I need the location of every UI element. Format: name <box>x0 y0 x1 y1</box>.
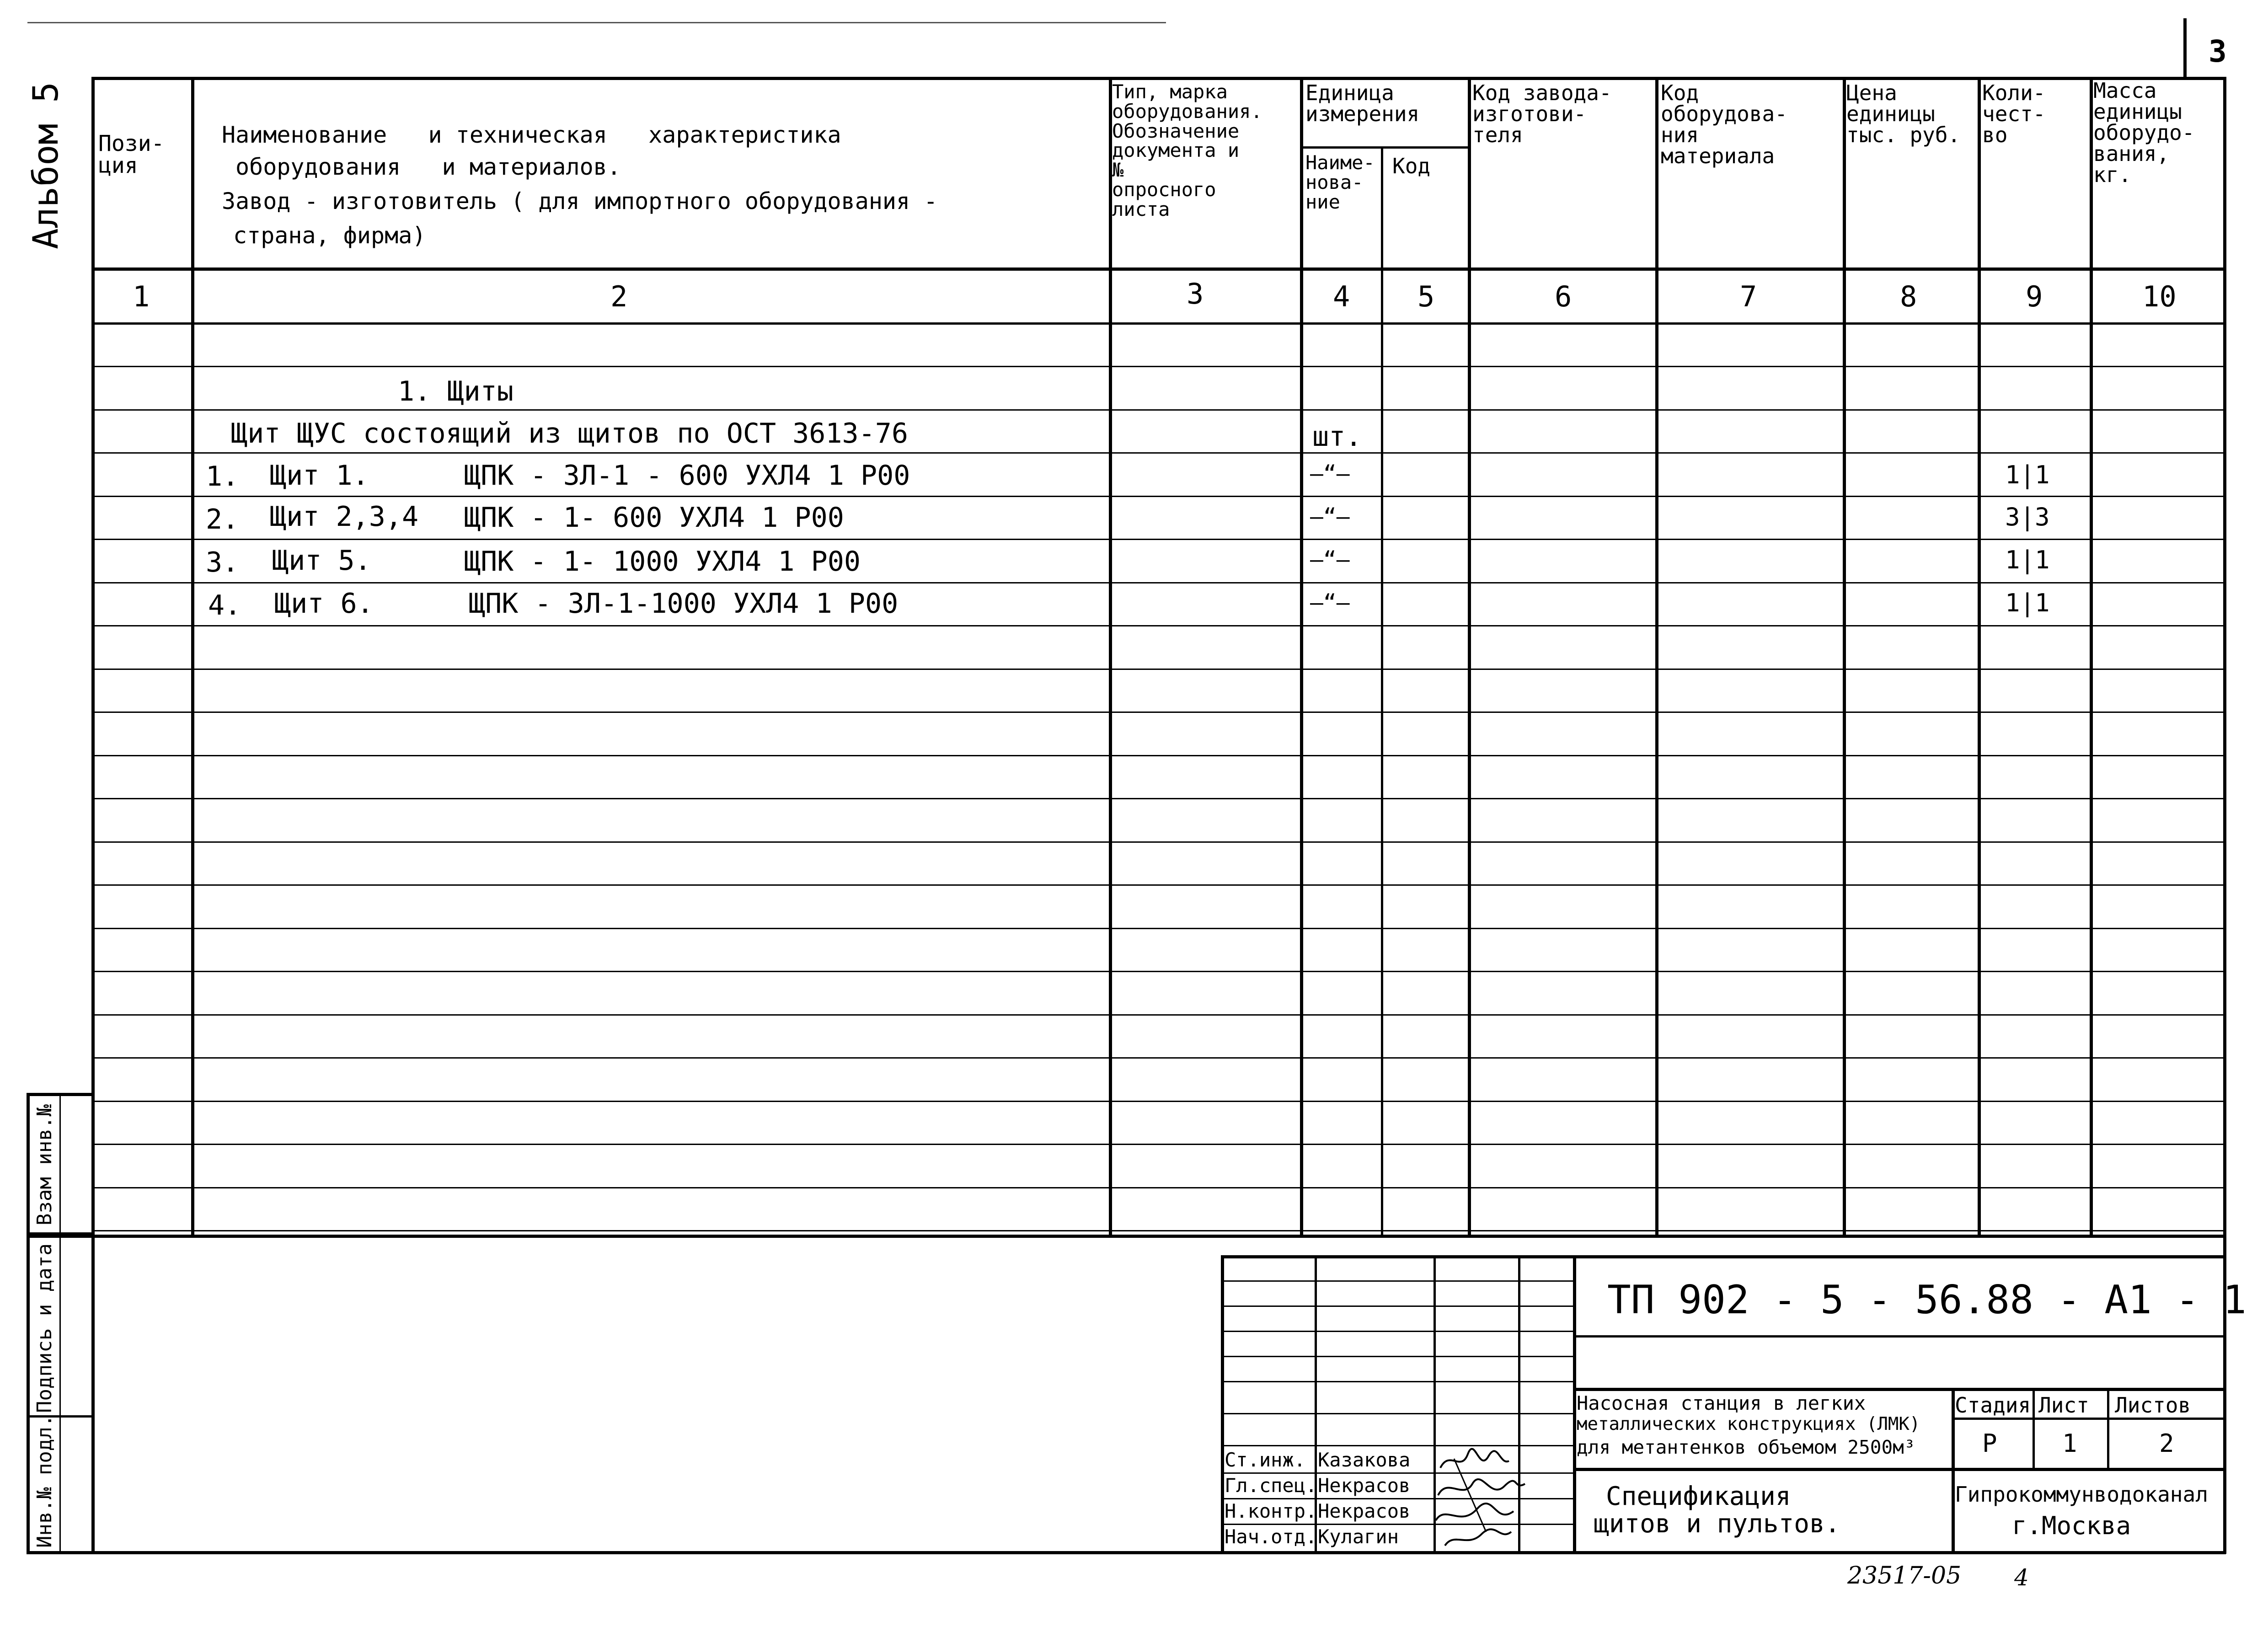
sheets-value: 2 <box>2159 1429 2174 1458</box>
row-2-name: Щит 2,3,4 <box>270 501 419 533</box>
table-row-line <box>91 496 2226 497</box>
table-row-line <box>91 582 2226 583</box>
header-price: Цена единицы тыс. руб. <box>1846 80 1961 147</box>
row-4-type: ЩПК - 3Л-1-1000 УХЛ4 1 Р00 <box>469 588 899 620</box>
colnum-3: 3 <box>1187 277 1204 310</box>
signer-3-name: Некрасов <box>1318 1500 1411 1522</box>
tb-mid-line <box>1573 1388 2225 1391</box>
tb-col-4 <box>1573 1255 1576 1552</box>
table-row-line <box>91 798 2226 799</box>
title-block-row-line <box>1221 1280 1573 1282</box>
row-4-unit: —“— <box>1310 590 1350 615</box>
doc-title-line2: щитов и пультов. <box>1594 1509 1840 1539</box>
col-line-3 <box>1300 77 1303 1235</box>
table-row-line <box>91 712 2226 713</box>
side-stamp-podpis: Подпись и дата <box>33 1243 56 1413</box>
title-block-row-line <box>1221 1331 1573 1332</box>
col-line-7 <box>1843 77 1846 1235</box>
top-margin-line <box>27 22 1166 23</box>
tb-stage-left <box>1952 1388 1955 1552</box>
row-1-pos: 1. <box>206 460 239 492</box>
row-4-qty: 1|1 <box>2005 589 2050 617</box>
sheets-label: Листов <box>2115 1393 2191 1418</box>
header-unit-name: Наиме- нова- ние <box>1305 151 1375 213</box>
header-position: Пози- ция <box>98 131 165 178</box>
colnum-2: 2 <box>610 280 628 313</box>
row-1-qty: 1|1 <box>2005 460 2050 489</box>
table-row-line <box>91 669 2226 670</box>
side-stamp-divider <box>59 1093 61 1553</box>
tb-lower-line <box>1573 1468 2225 1471</box>
row-2-qty: 3|3 <box>2005 503 2050 531</box>
table-row-line <box>91 1014 2226 1016</box>
row-3-type: ЩПК - 1- 1000 УХЛ4 1 Р00 <box>464 546 861 578</box>
table-row-line <box>91 1101 2226 1102</box>
row-4-pos: 4. <box>208 589 241 621</box>
table-row-line <box>91 1187 2226 1188</box>
col-line-8 <box>1978 77 1981 1235</box>
colnum-1: 1 <box>133 280 150 313</box>
side-stamp-line-1 <box>27 1232 93 1235</box>
table-row-line <box>91 409 2226 411</box>
signer-1-name: Казакова <box>1318 1449 1411 1471</box>
project-line3: для метантенков объемом 2500м³ <box>1577 1436 1915 1458</box>
row-1-unit: —“— <box>1310 461 1350 487</box>
frame-left <box>91 77 95 1554</box>
org-name: Гипрокоммунводоканал <box>1955 1482 2208 1507</box>
project-line2: металлических конструкциях (ЛМК) <box>1577 1414 1920 1434</box>
colnum-10: 10 <box>2142 280 2177 313</box>
signature-marks <box>1436 1440 1536 1550</box>
row-2-type: ЩПК - 1- 600 УХЛ4 1 Р00 <box>464 502 844 534</box>
row-3-pos: 3. <box>206 546 239 578</box>
doc-title-line1: Спецификация <box>1606 1482 1791 1511</box>
row-1-type: ЩПК - 3Л-1 - 600 УХЛ4 1 Р00 <box>464 460 910 492</box>
header-name-line2: оборудования и материалов. <box>235 154 621 180</box>
table-row-line <box>91 755 2226 756</box>
table-row-line <box>91 539 2226 540</box>
header-name-line4: страна, фирма) <box>233 222 426 249</box>
table-row-line <box>91 971 2226 972</box>
header-name-line3: Завод - изготовитель ( для импортного оборудования - <box>222 188 938 214</box>
signer-4-role: Нач.отд. <box>1225 1525 1317 1548</box>
colnum-8: 8 <box>1900 280 1917 313</box>
row-3-name: Щит 5. <box>272 545 371 577</box>
colnum-4: 4 <box>1333 280 1350 313</box>
signer-2-role: Гл.спец. <box>1225 1474 1317 1497</box>
frame-top <box>91 77 2226 80</box>
row-shchus-unit: шт. <box>1312 421 1362 453</box>
header-name-line1: Наименование и техническая характеристика <box>222 122 841 148</box>
col-line-6 <box>1655 77 1658 1235</box>
sheet-number-divider <box>2183 18 2187 78</box>
section-title: 1. Щиты <box>398 375 514 407</box>
stage-label: Стадия <box>1955 1393 2031 1418</box>
colnum-row-bottom <box>91 322 2226 325</box>
signer-1-role: Ст.инж. <box>1225 1449 1306 1471</box>
header-maker-code: Код завода- изготови- теля <box>1472 80 1612 147</box>
side-stamp-vzam: Взам инв.№ <box>33 1104 56 1225</box>
col-line-5 <box>1468 77 1471 1235</box>
table-row-line <box>91 625 2226 626</box>
archive-number: 23517-05 <box>1847 1562 1962 1589</box>
tb-stage-mid <box>2033 1388 2035 1468</box>
table-row-line <box>91 841 2226 843</box>
frame-bottom <box>27 1551 2226 1554</box>
title-block-row-line <box>1221 1413 1573 1414</box>
title-block-row-line <box>1221 1306 1573 1307</box>
org-city: г.Москва <box>2012 1511 2131 1540</box>
title-block-row-line <box>1221 1381 1573 1382</box>
col-line-1 <box>191 77 194 1235</box>
row-2-unit: —“— <box>1310 504 1350 530</box>
colnum-6: 6 <box>1555 280 1572 313</box>
colnum-7: 7 <box>1740 280 1757 313</box>
row-2-pos: 2. <box>206 503 239 535</box>
tb-code-bottom <box>1573 1335 2225 1338</box>
header-type: Тип, марка оборудования. Обозначение документа и № опросного листа <box>1112 80 1262 220</box>
unit-subheader-line <box>1300 146 1468 149</box>
table-row-line <box>91 1230 2226 1231</box>
signer-4-name: Кулагин <box>1318 1525 1399 1548</box>
row-4-name: Щит 6. <box>274 588 374 620</box>
header-unit-code: Код <box>1392 154 1431 178</box>
title-block-row-line <box>1221 1356 1573 1357</box>
header-qty: Коли- чест- во <box>1982 80 2046 147</box>
sheet-number: 3 <box>2209 34 2227 69</box>
col-line-4 <box>1381 146 1383 1235</box>
table-bottom <box>27 1235 2226 1238</box>
col-line-2 <box>1109 77 1112 1235</box>
colnum-9: 9 <box>2026 280 2043 313</box>
signer-3-role: Н.контр. <box>1225 1500 1317 1522</box>
row-3-unit: —“— <box>1310 547 1350 573</box>
project-line1: Насосная станция в легких <box>1577 1392 1866 1414</box>
col-line-9 <box>2090 77 2093 1235</box>
table-row-line <box>91 452 2226 454</box>
sheet-label: Лист <box>2038 1393 2089 1418</box>
table-row-line <box>91 1144 2226 1145</box>
header-bottom <box>91 268 2226 271</box>
table-row-line <box>91 884 2226 886</box>
side-stamp-left <box>27 1093 30 1553</box>
doc-code: ТП 902 - 5 - 56.88 - А1 - 1 <box>1607 1277 2247 1323</box>
header-equipment-code: Код оборудова- ния материала <box>1661 80 1787 168</box>
tb-stage-right <box>2107 1388 2109 1468</box>
header-unit: Единица измерения <box>1305 80 1420 126</box>
header-mass: Масса единицы оборудо- вания, кг. <box>2093 78 2195 187</box>
title-block-top <box>1221 1255 2225 1258</box>
frame-right <box>2223 77 2226 1554</box>
sheet-value: 1 <box>2062 1429 2077 1458</box>
archive-number-suffix: 4 <box>2014 1564 2029 1591</box>
row-shchus-name: Щит ЩУС состоящий из щитов по ОСТ 3613-76 <box>231 417 909 449</box>
stage-value: Р <box>1982 1429 1997 1458</box>
row-3-qty: 1|1 <box>2005 546 2050 574</box>
table-row-line <box>91 928 2226 929</box>
title-block-left <box>1221 1255 1224 1552</box>
row-1-name: Щит 1. <box>270 460 369 492</box>
side-stamp-inv: Инв.№ подл. <box>33 1414 56 1548</box>
colnum-5: 5 <box>1418 280 1435 313</box>
table-row-line <box>91 366 2226 367</box>
signer-2-name: Некрасов <box>1318 1474 1411 1497</box>
tb-stage-header-line <box>1952 1418 2225 1420</box>
album-label: Альбом 5 <box>25 81 66 249</box>
table-row-line <box>91 1057 2226 1059</box>
